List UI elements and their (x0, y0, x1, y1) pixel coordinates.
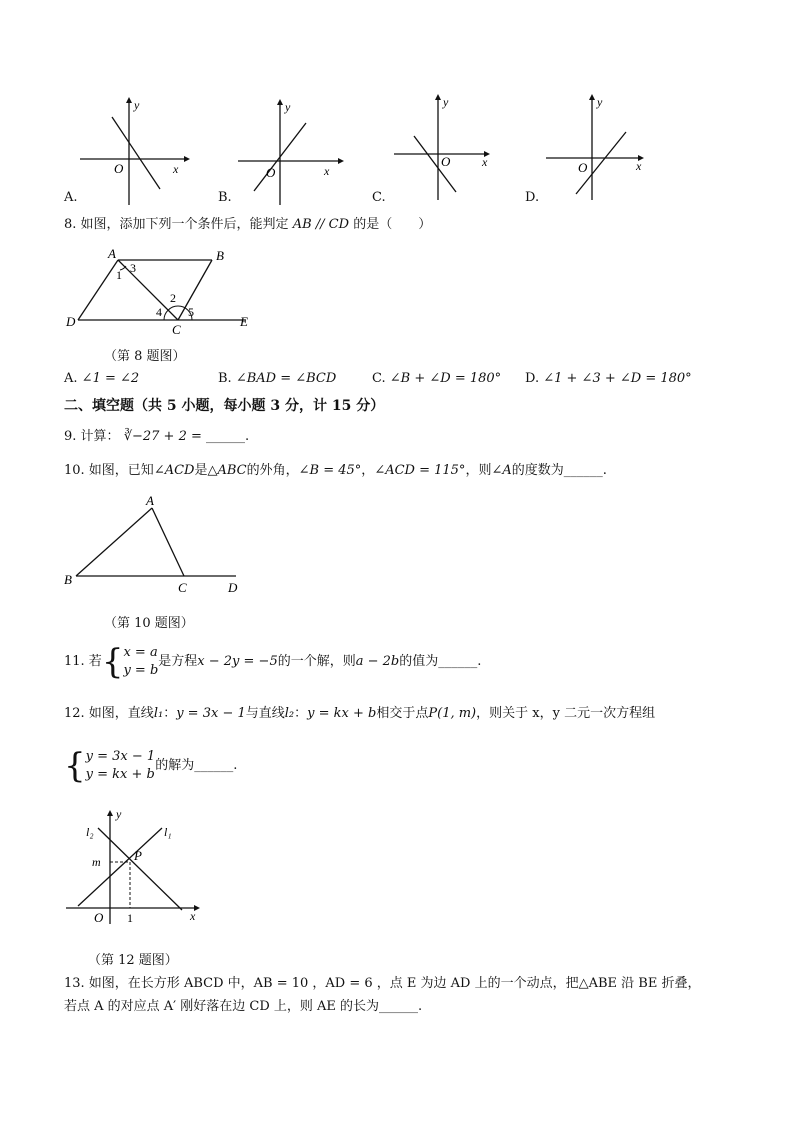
q7-c-origin: O (441, 154, 451, 169)
q12-m1: l₁ (153, 706, 164, 721)
q11-system (123, 644, 158, 680)
q10-m5: ∠A (491, 463, 512, 478)
q8-option-a[interactable] (64, 370, 139, 388)
q11-prefix: 11. 若 (64, 654, 102, 669)
q7-option-c[interactable]: C. (372, 190, 386, 205)
q8-angle-5: 5 (188, 305, 194, 319)
q12-text-e: 相交于点 (376, 706, 429, 721)
q7-a-x-label: x (173, 162, 179, 176)
q7-graph-b-svg (218, 95, 348, 210)
q12-text-g[interactable]: 的解为______. (155, 758, 238, 773)
q9-blank[interactable]: ______. (206, 429, 250, 444)
q7-a-y-label: y (134, 98, 140, 112)
q12-system-row2: y = kx + b (85, 767, 155, 782)
q12-system-row1: y = 3x − 1 (85, 749, 156, 764)
q11 (64, 638, 481, 686)
q12-stem (64, 705, 655, 723)
q7-graph-d (540, 90, 660, 205)
q11-text-c[interactable]: 的值为______. (399, 654, 482, 669)
q8-option-c[interactable] (372, 370, 501, 388)
q10-text-a: 10. 如图，已知 (64, 463, 154, 478)
q8-angle-4: 4 (156, 305, 162, 319)
section-title-fill-in: 二、填空题（共 5 小题，每小题 3 分，计 15 分） (64, 398, 385, 414)
q11-m2: a − 2b (355, 654, 400, 669)
q7-b-x-label: x (324, 164, 330, 178)
q10-m1: ∠ACD (153, 463, 195, 478)
q8-angle-2: 2 (170, 291, 176, 305)
q10-caption: （第 10 题图） (104, 616, 194, 631)
q8-number: 8. (64, 217, 77, 232)
q12-text-f: ，则关于 x，y 二元一次方程组 (476, 706, 656, 721)
q10-text-b: 是 (194, 463, 208, 478)
q7-a-origin: O (114, 161, 124, 176)
q12-text-b: ： (163, 706, 177, 721)
q7-option-d[interactable]: D. (525, 190, 540, 205)
q8-stem-text: 如图，添加下列一个条件后，能判定 (80, 217, 289, 232)
q11-system-brace: { (101, 642, 124, 682)
q8-stem-math: AB // CD (292, 217, 350, 232)
q11-text-b: 的一个解，则 (277, 654, 356, 669)
q12-m3: l₂ (284, 706, 295, 721)
q12-text-d: ： (294, 706, 308, 721)
q8-option-a-text: ∠1 = ∠2 (81, 371, 140, 386)
q8-option-c-text: ∠B + ∠D = 180° (389, 371, 502, 386)
q12-l2-label: l₂ (86, 825, 94, 839)
q7-option-b[interactable]: B. (218, 190, 232, 205)
q12-x-label: x (190, 909, 196, 923)
q8-option-d-text: ∠1 + ∠3 + ∠D = 180° (543, 371, 692, 386)
q12-m2: y = 3x − 1 (176, 706, 246, 721)
q12-system-brace: { (64, 746, 86, 786)
q10-figure (60, 490, 260, 602)
q7-b-origin: O (266, 165, 276, 180)
q8-label-c: C (172, 322, 181, 336)
q8-angle-1: 1 (116, 268, 122, 282)
q8-stem-end: 的是（ ） (353, 217, 432, 232)
q10-label-b: B (64, 572, 72, 587)
q7-option-a[interactable]: A. (64, 190, 78, 205)
q12-system-line (64, 743, 237, 789)
q12-figure-svg (60, 806, 210, 926)
q10-m4: ∠ACD = 115° (374, 463, 466, 478)
q10-m2: △ABC (207, 463, 247, 478)
q10-text-c: 的外角， (246, 463, 299, 478)
q10-label-d: D (228, 580, 238, 595)
q8-figure-svg (60, 244, 270, 336)
q12-m4: y = kx + b (307, 706, 377, 721)
q12-system (86, 748, 156, 784)
q7-graph-b (218, 95, 348, 210)
q10-text-e: ，则 (465, 463, 492, 478)
q10-text-f[interactable]: 的度数为______. (511, 463, 607, 478)
q12-text-a: 12. 如图，直线 (64, 706, 154, 721)
q13-line2[interactable]: 若点 A 的对应点 A′ 刚好落在边 CD 上，则 AE 的长为______. (64, 999, 423, 1014)
q9 (64, 428, 249, 446)
q8-label-b: B (216, 248, 224, 263)
q10-stem (64, 462, 607, 480)
q8-figure (60, 244, 270, 336)
q8-option-d-label: D. (525, 371, 540, 386)
q12-origin: O (94, 910, 104, 925)
q13-line1: 13. 如图，在长方形 ABCD 中，AB = 10 ，AD = 6 ，点 E 为边 AD 上的一个动点，把△ABE 沿 BE 折叠， (64, 976, 701, 991)
q8-option-c-label: C. (372, 371, 386, 386)
q11-text-a: 是方程 (158, 654, 198, 669)
q9-math: ∛−27 + 2 = (123, 429, 202, 444)
q12-m-label: m (92, 855, 101, 869)
q7-b-y-label: y (285, 100, 291, 114)
q12-text-c: 与直线 (245, 706, 285, 721)
q9-text: 9. 计算： (64, 429, 120, 444)
q8-option-d[interactable] (525, 370, 692, 388)
q12-m5: P(1, m) (428, 706, 477, 721)
q8-stem (64, 216, 431, 234)
q10-figure-svg (60, 490, 260, 602)
q8-option-a-label: A. (64, 371, 78, 386)
q8-label-d: D (66, 314, 76, 329)
q8-option-b-label: B. (218, 371, 232, 386)
q8-option-b[interactable] (218, 370, 336, 388)
q7-graph-d-svg (540, 90, 660, 205)
q10-label-c: C (178, 580, 187, 595)
q7-graph-a (64, 95, 194, 210)
q8-option-b-text: ∠BAD = ∠BCD (235, 371, 337, 386)
q7-c-y-label: y (443, 95, 449, 109)
q10-label-a: A (146, 493, 154, 508)
q12-figure (60, 806, 210, 926)
q8-label-a: A (108, 246, 116, 261)
q12-one-label: 1 (127, 911, 133, 925)
q10-text-d: ， (361, 463, 375, 478)
q8-angle-3: 3 (130, 261, 136, 275)
q7-c-x-label: x (482, 155, 488, 169)
q8-label-e: E (240, 314, 248, 329)
q12-p-label: P (134, 848, 142, 863)
q8-caption: （第 8 题图） (104, 349, 186, 364)
q11-m1: x − 2y = −5 (197, 654, 278, 669)
q7-graph-c (386, 90, 506, 205)
q10-m3: ∠B = 45° (298, 463, 362, 478)
q11-system-row1: x = a (123, 645, 158, 660)
q12-l1-label: l₁ (164, 825, 172, 839)
q12-y-label: y (116, 807, 122, 821)
q7-d-x-label: x (636, 159, 642, 173)
q11-system-row2: y = b (123, 663, 159, 678)
q12-caption: （第 12 题图） (88, 953, 178, 968)
q7-d-origin: O (578, 160, 588, 175)
q7-d-y-label: y (597, 95, 603, 109)
q7-graph-c-svg (386, 90, 506, 205)
q7-graph-a-svg (64, 95, 194, 210)
